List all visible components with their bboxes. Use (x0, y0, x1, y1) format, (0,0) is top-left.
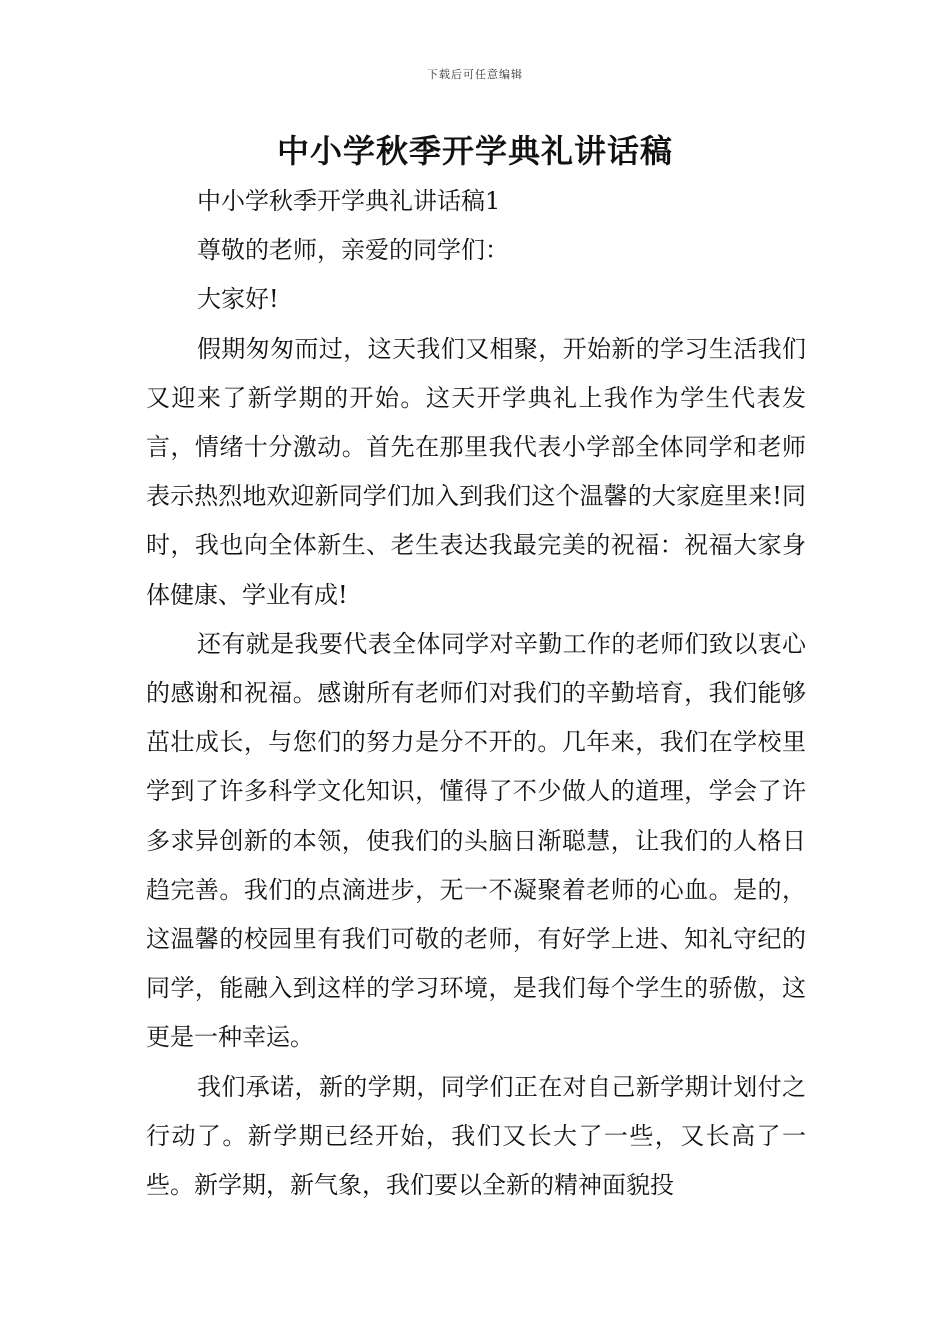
paragraph-body: 假期匆匆而过，这天我们又相聚，开始新的学习生活我们又迎来了新学期的开始。这天开学典礼上我作为学生代表发言，情绪十分激动。首先在那里我代表小学部全体同学和老师表示热烈地欢迎新同学们加入到我们这个温馨的大家庭里来!同时，我也向全体新生、老生表达我最完美的祝福：祝福大家身体健康、学业有成! (146, 334, 806, 609)
document-body (146, 177, 806, 1210)
header-note: 下载后可任意编辑 (427, 68, 523, 81)
document-title: 中小学秋季开学典礼讲话稿 (276, 132, 673, 170)
paragraph-body: 还有就是我要代表全体同学对辛勤工作的老师们致以衷心的感谢和祝福。感谢所有老师们对我们的辛勤培育，我们能够茁壮成长，与您们的努力是分不开的。几年来，我们在学校里学到了许多科学文化知识，懂得了不少做人的道理，学会了许多求异创新的本领，使我们的头脑日渐聪慧，让我们的人格日趋完善。我们的点滴进步，无一不凝聚着老师的心血。是的，这温馨的校园里有我们可敬的老师，有好学上进、知礼守纪的同学，能融入到这样的学习环境，是我们每个学生的骄傲，这更是一种幸运。 (146, 629, 806, 1052)
paragraph-salutation: 尊敬的老师，亲爱的同学们： (197, 236, 509, 265)
paragraph-greeting: 大家好! (197, 285, 279, 314)
paragraph-subtitle: 中小学秋季开学典礼讲话稿1 (197, 187, 501, 215)
paragraph-body: 我们承诺，新的学期，同学们正在对自己新学期计划付之行动了。新学期已经开始，我们又长大了一些，又长高了一些。新学期，新气象，我们要以全新的精神面貌投 (146, 1072, 806, 1200)
